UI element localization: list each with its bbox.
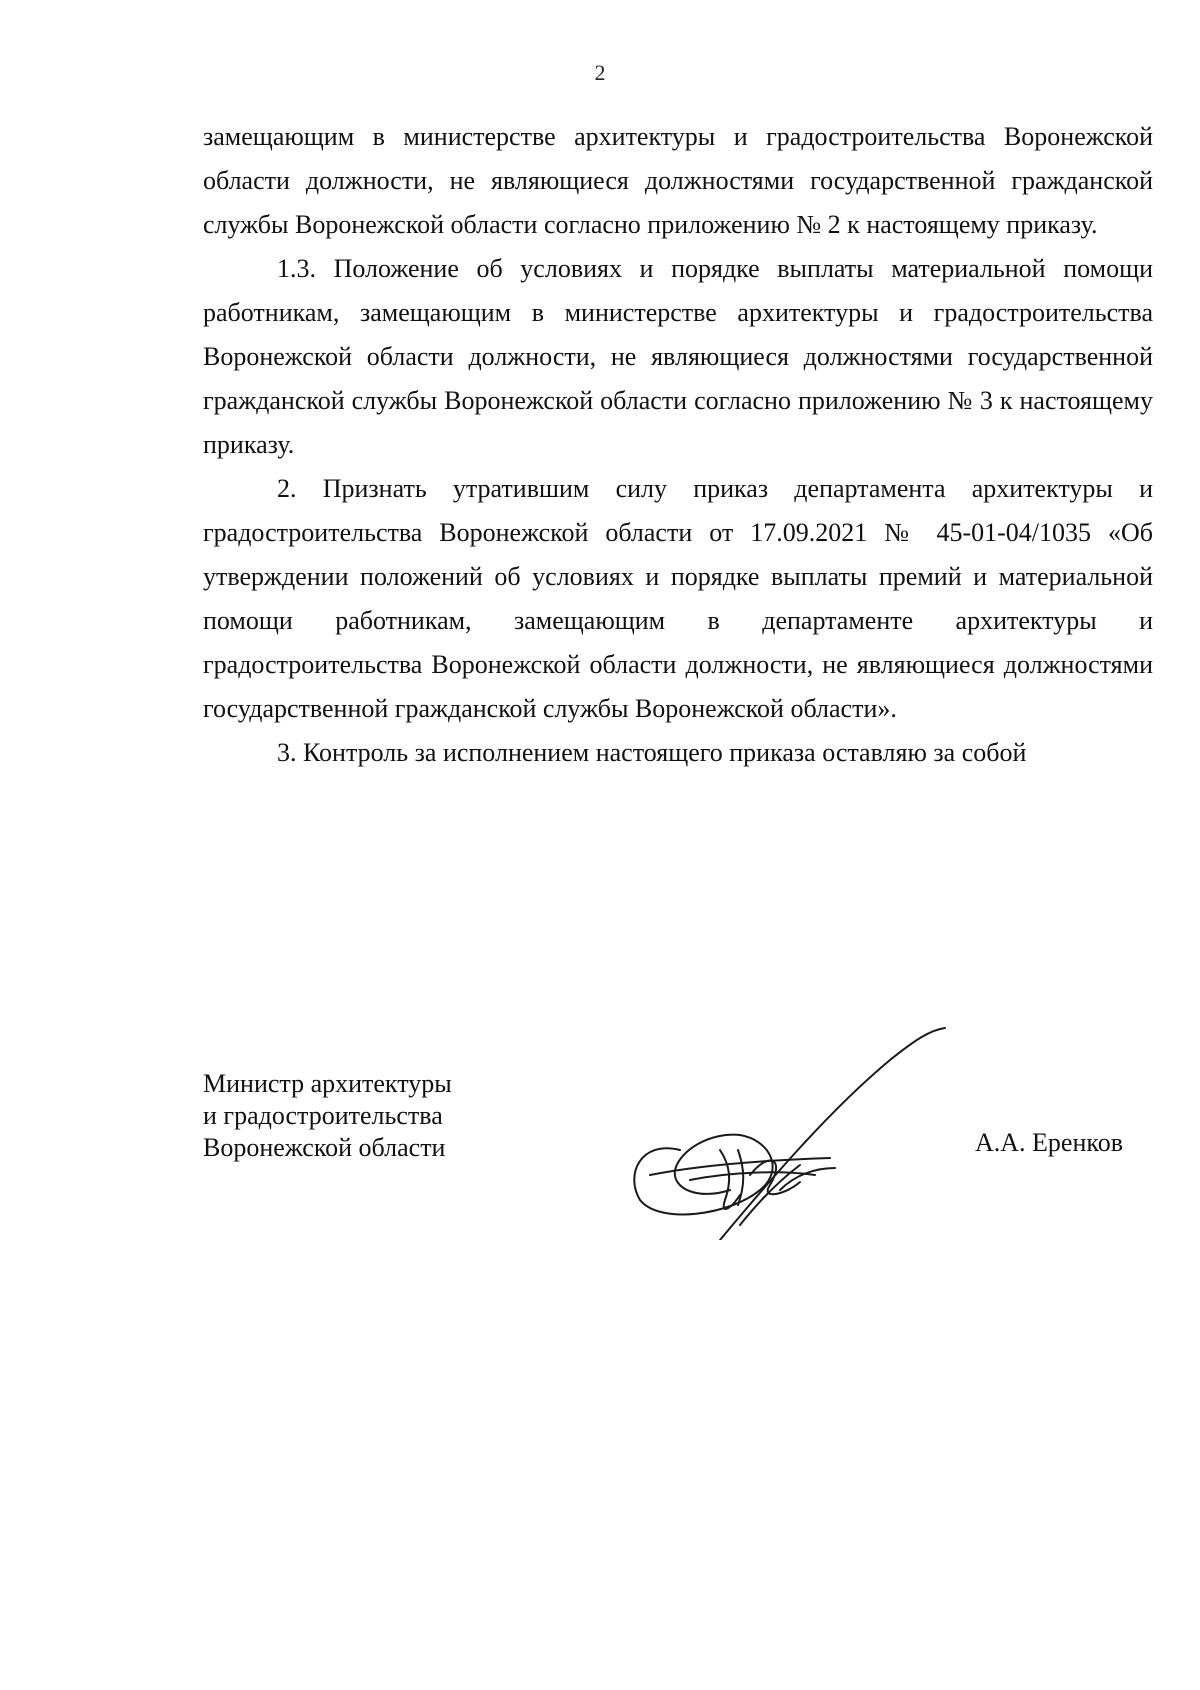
position-line: Воронежской области bbox=[203, 1133, 446, 1162]
handwritten-signature bbox=[620, 1000, 980, 1240]
paragraph-3: 3. Контроль за исполнением настоящего приказа оставляю за собой bbox=[277, 738, 1027, 767]
signatory-position bbox=[203, 1068, 452, 1164]
paragraph-2: 2. Признать утратившим силу приказ департамента архитектуры и градостроительства Воронежской области от 17.09.2021 № 45-01-04/1035 «Об утверждении положений об условиях и порядке выплаты премий и материальной помощи работникам, замещающим в департаменте архитектуры и градостроительства Воронежской области должности, не являющиеся должностями государственной гражданской службы Воронежской области». bbox=[203, 474, 1153, 723]
document-body bbox=[203, 115, 1153, 775]
paragraph-continuation: замещающим в министерстве архитектуры и градостроительства Воронежской области должности, не являющиеся должностями государственной гражданской службы Воронежской области согласно приложению № 2 к настоящему приказу. bbox=[203, 122, 1153, 239]
paragraph-1-3: 1.3. Положение об условиях и порядке выплаты материальной помощи работникам, замещающим в министерстве архитектуры и градостроительства Воронежской области должности, не являющиеся должностями государственной гражданской службы Воронежской области согласно приложению № 3 к настоящему приказу. bbox=[203, 254, 1153, 459]
position-line: Министр архитектуры bbox=[203, 1069, 452, 1098]
signer-name: А.А. Еренков bbox=[975, 1128, 1123, 1157]
position-line: и градостроительства bbox=[203, 1101, 443, 1130]
page-number: 2 bbox=[594, 60, 606, 85]
